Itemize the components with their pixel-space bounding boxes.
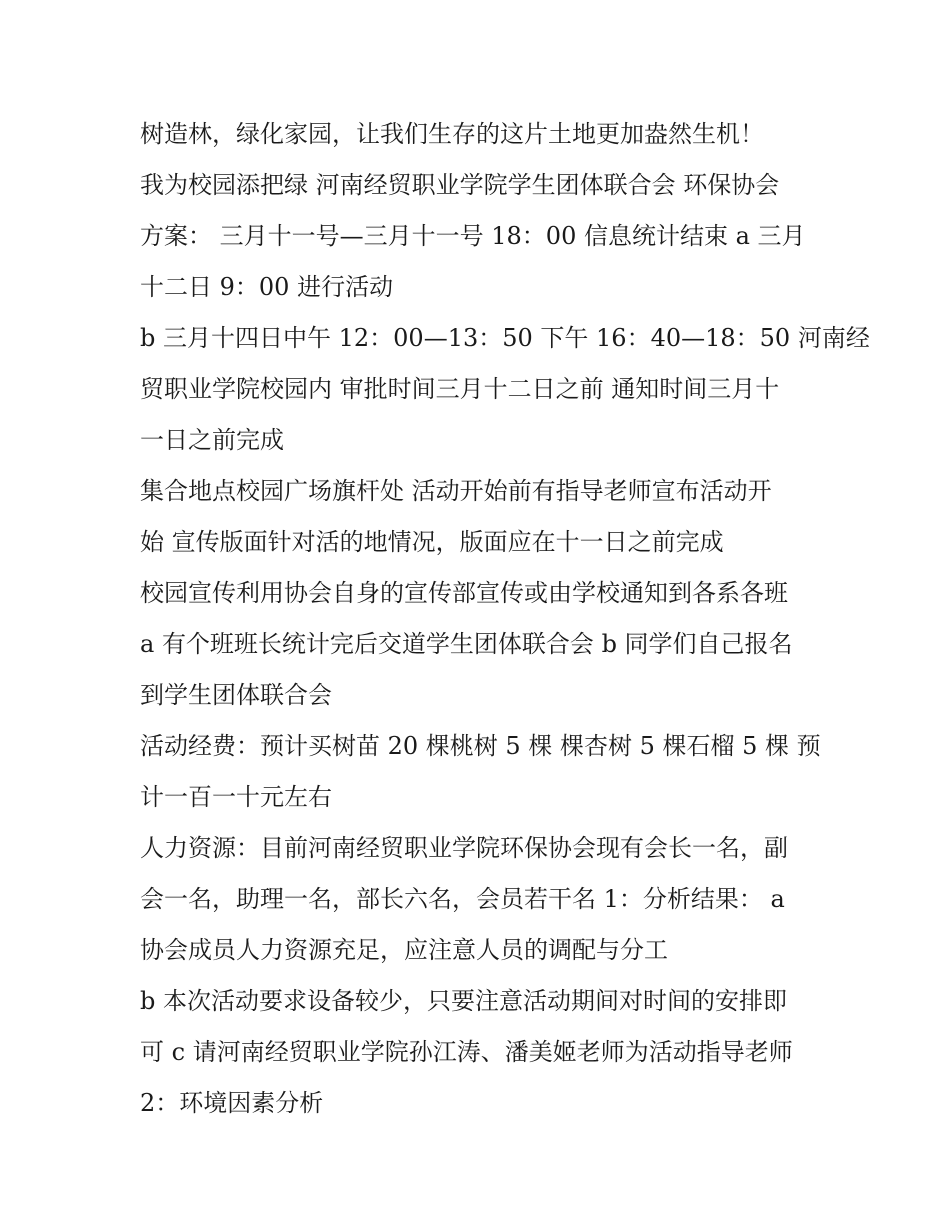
text-line: 始 宣传版面针对活的地情况，版面应在十一日之前完成 <box>140 528 724 556</box>
text-line: 2：环境因素分析 <box>140 1089 324 1117</box>
text-line: 贸职业学院校园内 审批时间三月十二日之前 通知时间三月十 <box>140 375 780 403</box>
text-line: 协会成员人力资源充足，应注意人员的调配与分工 <box>140 936 668 964</box>
text-line: 到学生团体联合会 <box>140 681 332 709</box>
text-line: 树造林，绿化家园，让我们生存的这片土地更加盎然生机！ <box>140 120 764 148</box>
text-line: 可 c 请河南经贸职业学院孙江涛、潘美姬老师为活动指导老师 <box>140 1038 793 1066</box>
text-line: a 有个班班长统计完后交道学生团体联合会 b 同学们自己报名 <box>140 630 793 658</box>
text-line: 会一名，助理一名，部长六名，会员若干名 1：分析结果： a <box>140 885 785 913</box>
text-line: 一日之前完成 <box>140 426 284 454</box>
text-line: 我为校园添把绿 河南经贸职业学院学生团体联合会 环保协会 <box>140 171 780 199</box>
text-line: 校园宣传利用协会自身的宣传部宣传或由学校通知到各系各班 <box>140 579 788 607</box>
text-line: 人力资源：目前河南经贸职业学院环保协会现有会长一名，副 <box>140 834 788 862</box>
text-line: b 本次活动要求设备较少，只要注意活动期间对时间的安排即 <box>140 987 787 1015</box>
document-body <box>140 109 870 1129</box>
text-line: 活动经费：预计买树苗 20 棵桃树 5 棵 棵杏树 5 棵石榴 5 棵 预 <box>140 732 821 760</box>
text-line: 计一百一十元左右 <box>140 783 332 811</box>
text-line: b 三月十四日中午 12：00—13：50 下午 16：40—18：50 河南经 <box>140 324 870 352</box>
text-line: 集合地点校园广场旗杆处 活动开始前有指导老师宣布活动开 <box>140 477 772 505</box>
text-line: 方案： 三月十一号—三月十一号 18：00 信息统计结束 a 三月 <box>140 222 806 250</box>
text-line: 十二日 9：00 进行活动 <box>140 273 394 301</box>
